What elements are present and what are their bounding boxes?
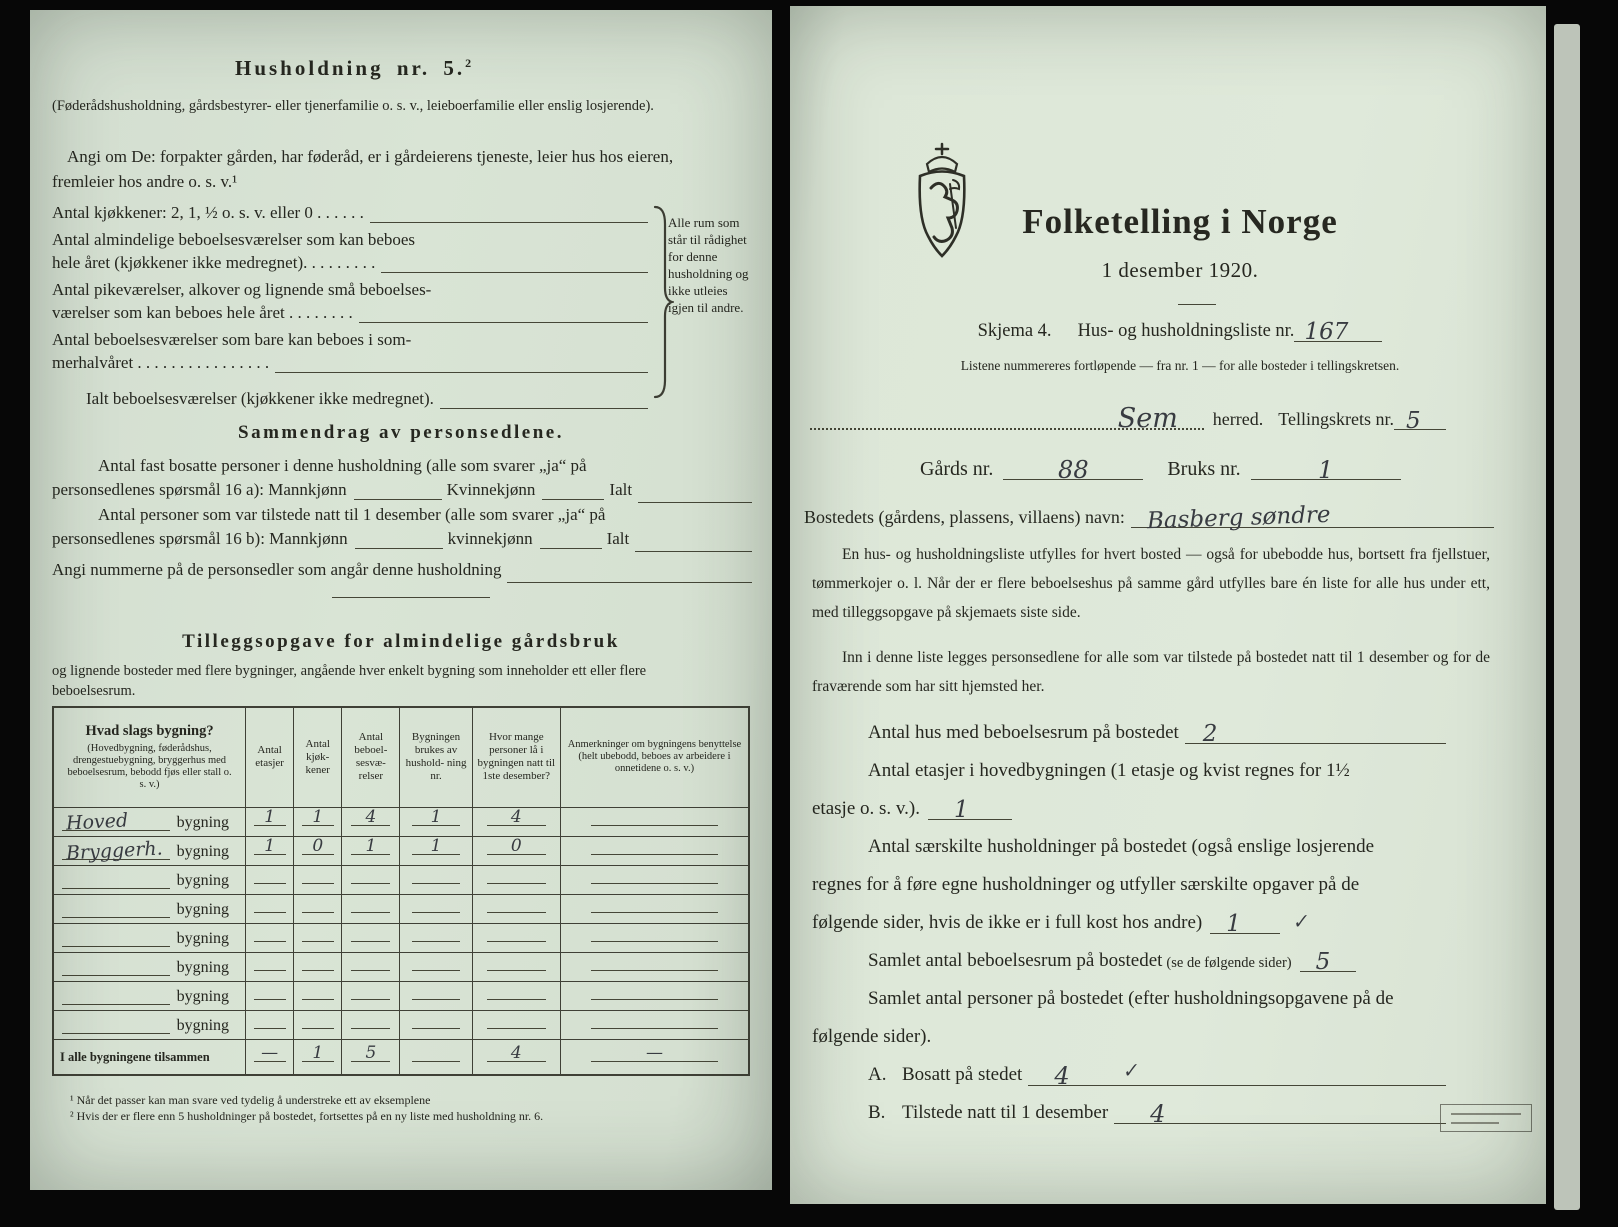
district-label: Tellingskrets nr. [1278, 409, 1394, 430]
answer-line [275, 355, 648, 373]
rooms-questions-section [52, 200, 752, 409]
totals-row [53, 1039, 749, 1075]
footnote-2: ² Hvis der er flere enn 5 husholdninger på bostedet, fortsettes på en ny liste med husholdning nr. 6. [70, 1109, 544, 1123]
kitchens-cell [302, 1023, 334, 1029]
answer-line [381, 255, 648, 273]
supplement-heading: Tilleggsopgave for almindelige gårdsbruk [182, 631, 620, 652]
municipality-value: Sem [1117, 403, 1178, 434]
resident-field [1028, 1059, 1446, 1090]
remarks-cell [591, 965, 718, 971]
building-row [53, 1010, 749, 1039]
municipality-field [810, 403, 1204, 434]
instructions-paragraph-2: Inn i denne liste legges personsedlene for alle som var tilstede på bostedet natt til 1 desember og for de fraværende som har sitt hjemsted her. [812, 649, 1490, 695]
next-page-edge [1554, 24, 1580, 1210]
district-field [1394, 408, 1446, 434]
column-kitchens: Antal kjøk- kener [294, 707, 342, 807]
floors-cell [254, 1023, 286, 1029]
answer-line [355, 533, 443, 549]
households-field [1210, 911, 1280, 937]
remarks-cell [591, 820, 718, 826]
building-row [53, 807, 749, 836]
persons-cell: 4 [487, 820, 546, 826]
household-no-cell [412, 965, 460, 971]
list-label: Hus- og husholdningsliste nr. [1077, 321, 1295, 341]
household-heading [235, 56, 471, 81]
totals-label: I alle bygningene tilsammen [53, 1039, 246, 1075]
present-value: 4 [1150, 1100, 1166, 1128]
rooms-total-value: 5 [1315, 949, 1331, 975]
floors-cell: 1 [254, 849, 286, 855]
column-household-no: Bygningen brukes av hushold- ning nr. [400, 707, 472, 807]
building-name-value: Hoved [65, 808, 129, 835]
schema-line [860, 312, 1500, 345]
floors-value: 1 [954, 797, 969, 823]
farm-number-field [1003, 456, 1143, 484]
total-floors: — [261, 1043, 279, 1063]
resident-count-line2: personsedlenes spørsmål 16 a): Mannkjønn Kvinnekjønn Ialt [52, 479, 752, 504]
remarks-cell [591, 936, 718, 942]
rooms-total-field [1300, 949, 1356, 975]
buildings-table [52, 706, 750, 1076]
floors-line-1: Antal etasjer i hovedbygningen (1 etasje og kvist regnes for 1½ [868, 760, 1350, 782]
building-name-line [62, 999, 170, 1005]
summary-heading: Sammendrag av personsedlene. [238, 422, 564, 443]
question-rooms-line1: Antal almindelige beboelsesværelser som kan beboes [52, 230, 416, 250]
present-count-line2: personsedlenes spørsmål 16 b): Mannkjønn kvinnekjønn Ialt [52, 528, 752, 553]
persons-total-line-2: følgende sider). [812, 1026, 932, 1048]
building-word-label: bygning [176, 900, 230, 918]
farm-number-value: 88 [1058, 456, 1089, 484]
kitchens-cell [302, 907, 334, 913]
buildings-table-footer [53, 1039, 749, 1075]
kitchens-cell [302, 994, 334, 1000]
form-title: Folketelling i Norge [1022, 202, 1338, 241]
household-instructions: Angi om De: forpakter gården, har føderåd, er i gårdeierens tjeneste, leier hus hos eieren, fremleier hos andre o. s. v.¹ [52, 147, 674, 191]
present-line: B. Tilstede natt til 1 desember 4 [812, 1086, 1446, 1124]
household-no-cell [412, 994, 460, 1000]
census-date: 1 desember 1920. [1101, 258, 1259, 282]
total-remarks: — [645, 1043, 663, 1063]
question-summerrooms-line2: merhalvåret . . . . . . . . . . . . . . . . [52, 350, 648, 373]
household-no-cell: 1 [412, 849, 460, 855]
rooms-cell [351, 907, 390, 913]
building-name-line [62, 836, 170, 865]
person-sheet-numbers-line: Angi nummerne på de personsedler som angår denne husholdning [52, 558, 752, 583]
building-row [53, 865, 749, 894]
household-no-cell [412, 907, 460, 913]
houses-count-field [1185, 721, 1446, 747]
residence-name-label: Bostedets (gårdens, plassens, villaens) navn: [804, 507, 1125, 528]
building-row [53, 952, 749, 981]
rooms-cell [351, 878, 390, 884]
column-persons: Hvor mange personer lå i bygningen natt til 1ste desember? [472, 707, 560, 807]
printer-stamp [1440, 1104, 1532, 1132]
total-kitchens: 1 [312, 1043, 324, 1063]
building-name-line [62, 1028, 170, 1034]
district-value: 5 [1406, 408, 1421, 434]
rooms-cell [351, 994, 390, 1000]
floors-cell [254, 878, 286, 884]
question-rooms-line2: hele året (kjøkkener ikke medregnet). . . . . . . . . [52, 250, 648, 273]
persons-cell: 0 [487, 849, 546, 855]
heading-footnote-marker: 2 [465, 56, 472, 70]
holding-number-field [1251, 456, 1401, 484]
household-no-cell [412, 878, 460, 884]
resident-line: A. Bosatt på stedet 4 ✓ [812, 1048, 1446, 1086]
kitchens-cell: 1 [302, 820, 334, 826]
farm-number-label: Gårds nr. [920, 458, 994, 480]
floors-cell [254, 907, 286, 913]
household-no-cell: 1 [412, 820, 460, 826]
persons-cell [487, 878, 546, 884]
summary-section [52, 454, 752, 598]
total-rooms: 5 [365, 1043, 377, 1063]
building-word-label: bygning [176, 958, 230, 976]
answer-line [635, 534, 752, 552]
building-row [53, 836, 749, 865]
residence-name-value: Basberg søndre [1146, 501, 1331, 535]
present-field [1114, 1100, 1446, 1128]
floors-cell: 1 [254, 820, 286, 826]
building-name-line [62, 883, 170, 889]
supplement-subtitle: og lignende bosteder med flere bygninger, angående hver enkelt bygning som inneholder ett eller flere beboelsesrum. [52, 663, 647, 699]
building-name-line [62, 808, 170, 835]
answer-line [332, 588, 490, 598]
footnote-1: ¹ Når det passer kan man svare ved tydelig å understreke ett av eksemplene [70, 1093, 431, 1107]
column-floors: Antal etasjer [246, 707, 294, 807]
resident-value: 4 [1054, 1062, 1070, 1090]
persons-cell [487, 965, 546, 971]
persons-cell [487, 1023, 546, 1029]
check-mark: ✓ [1120, 1059, 1140, 1084]
kitchens-cell [302, 965, 334, 971]
households-line-1: Antal særskilte husholdninger på bostedet (også enslige losjerende [868, 836, 1375, 858]
building-name-value: Bryggerh. [65, 836, 164, 865]
holding-number-label: Bruks nr. [1167, 458, 1241, 480]
answer-line [370, 205, 648, 223]
question-maidrooms-line2: værelser som kan beboes hele året . . . . . . . . [52, 300, 648, 323]
building-word-label: bygning [176, 813, 230, 831]
households-line-3: følgende sider, hvis de ikke er i full kost hos andre) 1 ✓ [812, 910, 1310, 937]
residence-name-field [1131, 501, 1494, 535]
persons-cell [487, 936, 546, 942]
rooms-total-line: Samlet antal beboelsesrum på bostedet (se de følgende sider) 5 [812, 934, 1446, 972]
building-row [53, 981, 749, 1010]
building-word-label: bygning [176, 842, 230, 860]
rooms-cell [351, 965, 390, 971]
building-name-line [62, 941, 170, 947]
building-word-label: bygning [176, 929, 230, 947]
houses-count-line: Antal hus med beboelsesrum på bostedet 2 [812, 706, 1446, 744]
rooms-cell: 4 [351, 820, 390, 826]
remarks-cell [591, 849, 718, 855]
rooms-cell: 1 [351, 849, 390, 855]
remarks-cell [591, 878, 718, 884]
households-value: 1 [1226, 911, 1241, 937]
total-persons: 4 [510, 1043, 522, 1063]
building-row [53, 894, 749, 923]
resident-count-line1: Antal fast bosatte personer i denne husholdning (alle som svarer „ja“ på [98, 456, 587, 475]
question-summerrooms-line1: Antal beboelsesværelser som bare kan beboes i som- [52, 330, 412, 350]
answer-line [440, 391, 648, 409]
building-word-label: bygning [176, 1016, 230, 1034]
divider-line [1178, 304, 1216, 305]
rooms-cell [351, 1023, 390, 1029]
farm-number-line [920, 446, 1460, 484]
building-name-line [62, 970, 170, 976]
right-page [790, 6, 1546, 1204]
numbering-note: Listene nummereres fortløpende — fra nr. 1 — for alle bosteder i tellingskretsen. [960, 358, 1400, 373]
municipality-line [810, 398, 1446, 434]
question-total-rooms: Ialt beboelsesværelser (kjøkkener ikke medregnet). [52, 386, 648, 409]
kitchens-cell [302, 878, 334, 884]
residence-name-line [804, 496, 1494, 535]
floors-line-2: etasje o. s. v.). 1 [812, 782, 1446, 820]
list-number-field [1294, 319, 1382, 345]
household-intro: (Føderådshusholdning, gårdsbestyrer- eller tjenerfamilie o. s. v., leieboerfamilie eller enslig losjerende). [52, 98, 654, 114]
holding-number-value: 1 [1318, 456, 1334, 484]
present-count-line1: Antal personer som var tilstede natt til 1 desember (alle som svarer „ja“ på [98, 505, 606, 524]
answer-line [540, 533, 602, 549]
question-maidrooms-line1: Antal pikeværelser, alkover og lignende små beboelses- [52, 280, 432, 300]
answer-line [354, 484, 442, 500]
column-building-type: Hvad slags bygning? (Hovedbygning, føderådshus, drengestuebygning, bryggerhus med beboelsesrum, bebodd fjøs eller stall o. s. v.) [53, 707, 246, 807]
buildings-table-body [53, 807, 749, 1039]
answer-line [359, 305, 648, 323]
floors-cell [254, 965, 286, 971]
buildings-table-header [53, 707, 749, 807]
column-remarks: Anmerkninger om bygningens benyttelse (helt ubebodd, beboes av arbeidere i onnetidene o. s. v.) [560, 707, 749, 807]
households-line-2: regnes for å føre egne husholdninger og utfyller særskilte opgaver på de [812, 874, 1360, 896]
column-rooms: Antal beboel- sesvæ- relser [342, 707, 400, 807]
remarks-cell [591, 907, 718, 913]
houses-count-value: 2 [1202, 721, 1218, 747]
household-no-cell [412, 1023, 460, 1029]
household-no-cell [412, 936, 460, 942]
rooms-questions [52, 200, 648, 409]
floors-cell [254, 936, 286, 942]
rooms-cell [351, 936, 390, 942]
left-page [30, 10, 772, 1190]
persons-total-line-1: Samlet antal personer på bostedet (efter husholdningsopgavene på de [868, 988, 1394, 1010]
remarks-cell [591, 1023, 718, 1029]
answer-line [507, 565, 752, 583]
kitchens-cell: 0 [302, 849, 334, 855]
brace-note: Alle rum som står til rådighet for denne husholdning og ikke utleies igjen til andre. [668, 215, 749, 315]
building-name-line [62, 912, 170, 918]
footnotes [70, 1092, 754, 1124]
kitchens-cell [302, 936, 334, 942]
persons-cell [487, 907, 546, 913]
instructions-paragraph-1: En hus- og husholdningsliste utfylles for hvert bosted — også for ubebodde hus, bortsett fra fjellstuer, tømmerkojer o. l. Når der er flere beboelseshus på samme gård utfylles bare én liste for alle hus under ett, med tilleggsopgave på skjemaets siste side. [812, 546, 1490, 621]
municipality-label: herred. [1212, 409, 1264, 430]
answer-line [542, 484, 604, 500]
floors-field [928, 797, 1012, 823]
remarks-cell [591, 994, 718, 1000]
floors-cell [254, 994, 286, 1000]
question-kitchens: Antal kjøkkener: 2, 1, ½ o. s. v. eller 0 . . . . . . [52, 200, 648, 223]
household-heading-text: Husholdning nr. 5. [235, 56, 466, 80]
persons-cell [487, 994, 546, 1000]
building-row [53, 923, 749, 952]
building-word-label: bygning [176, 871, 230, 889]
summary-answers [812, 706, 1446, 1128]
schema-number-label: Skjema 4. [977, 321, 1052, 341]
answer-line [638, 485, 752, 503]
list-number-value: 167 [1304, 319, 1349, 345]
building-word-label: bygning [176, 987, 230, 1005]
check-mark: ✓ [1290, 910, 1310, 935]
